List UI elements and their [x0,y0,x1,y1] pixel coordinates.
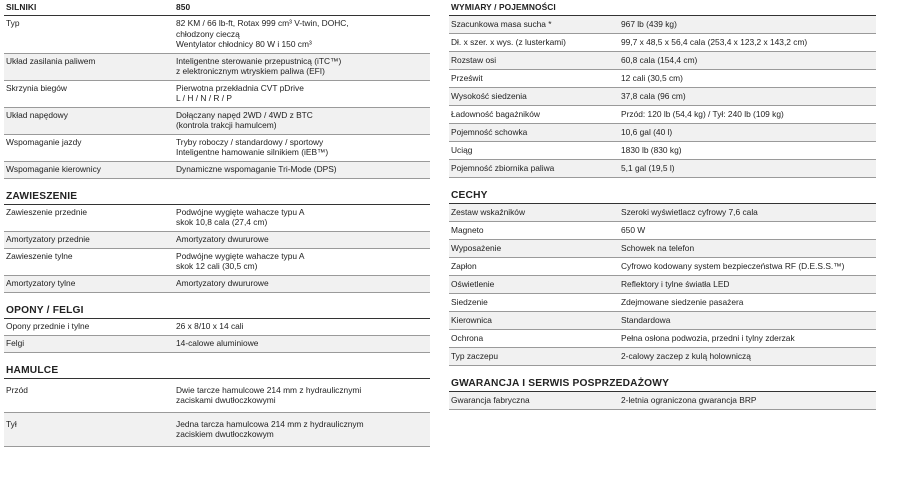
spec-row [4,162,430,179]
spec-value [619,73,683,84]
spec-value-line: Wentylator chłodnicy 80 W i 150 cm³ [176,39,312,49]
spec-row [4,135,430,162]
engine-header-title: SILNIKI [6,2,37,12]
spec-label: Rozstaw osi [451,55,497,65]
spec-label: Ładowność bagażników [451,109,540,119]
spec-value-line: zaciskami dwutłoczkowymi [176,395,276,405]
spec-label: Zawieszenie przednie [6,206,88,217]
spec-value [619,315,670,326]
spec-value-line: 37,8 cala (96 cm) [621,91,686,101]
spec-label: Oświetlenie [451,279,495,289]
spec-row [449,106,876,124]
spec-label: Typ [6,18,20,28]
spec-value-line: 2-calowy zaczep z kulą holowniczą [621,351,751,361]
features-title: CECHY [449,191,876,204]
spec-value [174,234,269,245]
warranty-title: GWARANCJA I SERWIS POSPRZEDAŻOWY [449,379,876,392]
spec-value-line: 14-calowe aluminiowe [176,337,259,348]
spec-label: Amortyzatory przednie [6,233,90,244]
spec-value [619,261,844,272]
spec-label: Dł. x szer. x wys. (z lusterkami) [451,37,566,47]
spec-row [4,108,430,135]
spec-value-line: 10,6 gal (40 l) [621,127,673,137]
spec-value-line: Tryby roboczy / standardowy / sportowy [176,136,324,147]
spec-value-line: 2-letnia ograniczona gwarancja BRP [621,395,757,405]
spec-label: Siedzenie [451,297,488,307]
warranty-table [449,392,876,410]
spec-value-line: 967 lb (439 kg) [621,19,677,29]
spec-row [4,276,430,293]
spec-value [619,55,697,66]
spec-label: Ochrona [451,333,484,343]
spec-label: Pojemność schowka [451,127,528,137]
spec-row [4,336,430,353]
spec-value [174,164,337,175]
spec-value-line: (kontrola trakcji hamulcem) [176,120,277,130]
spec-row [4,205,430,232]
spec-value [174,18,349,50]
spec-row [449,88,876,106]
spec-value-line: Amortyzatory dwururowe [176,233,269,244]
spec-value-line: Pełna osłona podwozia, przedni i tylny zderzak [621,333,795,343]
spec-value-line: Dynamiczne wspomaganie Tri-Mode (DPS) [176,163,337,174]
dimensions-table [449,16,876,178]
spec-value [619,351,751,362]
spec-value [619,243,694,254]
spec-value [174,251,305,272]
spec-value [619,163,675,174]
spec-value [174,321,244,332]
spec-label: Felgi [6,337,25,348]
spec-value-line: Reflektory i tylne światła LED [621,279,730,289]
spec-label: Wyposażenie [451,243,502,253]
engine-table [4,16,430,179]
spec-value-line: Podwójne wygięte wahacze typu A [176,206,305,217]
spec-value-line: 1830 lb (830 kg) [621,145,682,155]
spec-value-line: zaciskiem dwutłoczkowym [176,429,274,439]
spec-label: Zawieszenie tylne [6,250,73,261]
spec-row [449,124,876,142]
spec-value-line: L / H / N / R / P [176,93,232,103]
spec-row [449,160,876,178]
right-column [449,0,876,410]
spec-row [449,142,876,160]
spec-row [4,319,430,336]
spec-row [449,34,876,52]
spec-label: Kierownica [451,315,492,325]
spec-value [619,127,672,138]
spec-value-line: Inteligentne hamowanie silnikiem (iEB™) [176,147,329,157]
spec-label: Skrzynia biegów [6,82,67,93]
spec-value-line: 26 x 8/10 x 14 cali [176,320,244,331]
spec-label: Układ napędowy [6,109,68,120]
brakes-table [4,379,430,447]
spec-label: Szacunkowa masa sucha * [451,19,552,29]
spec-row [449,294,876,312]
spec-value-line: Cyfrowo kodowany system bezpieczeństwa RF (D.E.S.S.™) [621,261,845,271]
spec-row [4,54,430,81]
spec-row [449,240,876,258]
spec-value [619,109,784,120]
spec-value [174,110,313,131]
spec-value-line: 99,7 x 48,5 x 56,4 cala (253,4 x 123,2 x 143,2 cm) [621,37,808,47]
spec-row [4,249,430,276]
spec-value [174,278,269,289]
spec-label: Zestaw wskaźników [451,207,526,217]
brakes-title: HAMULCE [4,366,430,379]
spec-value [619,19,677,30]
spec-row [449,330,876,348]
spec-row [449,348,876,366]
spec-value [619,225,645,236]
spec-value-line: 60,8 cala (154,4 cm) [621,55,698,65]
suspension-title: ZAWIESZENIE [4,192,430,205]
engine-header-model: 850 [176,2,191,12]
spec-value [619,395,756,406]
spec-row [449,52,876,70]
spec-value-line: 5,1 gal (19,5 l) [621,163,675,173]
spec-row [4,81,430,108]
suspension-table [4,205,430,293]
spec-value-line: Szeroki wyświetlacz cyfrowy 7,6 cala [621,207,758,217]
spec-value [174,385,361,406]
spec-value-line: 650 W [621,225,646,235]
spec-label: Prześwit [451,73,483,83]
spec-value [174,338,258,349]
dimensions-header [449,0,876,16]
dimensions-header-title: WYMIARY / POJEMNOŚCI [451,2,556,12]
spec-row [4,379,430,413]
spec-row [449,222,876,240]
spec-value-line: Dołączany napęd 2WD / 4WD z BTC [176,109,313,120]
spec-label: Wspomaganie jazdy [6,136,82,147]
spec-label: Zapłon [451,261,477,271]
spec-row [449,392,876,410]
spec-value [174,207,305,228]
features-table [449,204,876,366]
spec-row [449,204,876,222]
spec-value-line: z elektronicznym wtryskiem paliwa (EFI) [176,66,325,76]
spec-value-line: Przód: 120 lb (54,4 kg) / Tył: 240 lb (109 kg) [621,109,784,119]
spec-label: Typ zaczepu [451,351,499,361]
spec-value-line: Pierwotna przekładnia CVT pDrive [176,82,304,93]
spec-value-line: Inteligentne sterowanie przepustnicą (iTC™) [176,55,342,66]
spec-value-line: Schowek na telefon [621,243,695,253]
tires-table [4,319,430,353]
spec-value [619,297,743,308]
spec-value [619,207,758,218]
spec-value-line: Zdejmowane siedzenie pasażera [621,297,744,307]
spec-label: Tył [6,418,17,429]
spec-value-line: Jedna tarcza hamulcowa 214 mm z hydraulicznym [176,418,364,429]
tires-title: OPONY / FELGI [4,306,430,319]
spec-value-line: Podwójne wygięte wahacze typu A [176,250,305,261]
spec-row [4,16,430,54]
spec-label: Magneto [451,225,484,235]
spec-row [449,276,876,294]
spec-value-line: chłodzony cieczą [176,28,240,39]
spec-value-line: skok 12 cali (30,5 cm) [176,261,258,271]
spec-label: Wysokość siedzenia [451,91,527,101]
spec-label: Amortyzatory tylne [6,277,76,288]
spec-label: Pojemność zbiornika paliwa [451,163,555,173]
spec-label: Układ zasilania paliwem [6,55,96,66]
spec-value [619,145,682,156]
spec-value-line: 12 cali (30,5 cm) [621,73,683,83]
spec-row [449,16,876,34]
spec-row [449,70,876,88]
spec-row [4,413,430,447]
spec-value-line: Standardowa [621,315,671,325]
spec-value [619,279,729,290]
left-column [4,0,430,447]
spec-value-line: skok 10,8 cala (27,4 cm) [176,217,268,227]
spec-value [619,37,807,48]
spec-label: Przód [6,384,28,395]
spec-label: Uciąg [451,145,473,155]
spec-row [4,232,430,249]
spec-value [174,83,304,104]
spec-value [619,333,795,344]
spec-value-line: Dwie tarcze hamulcowe 214 mm z hydraulicznymi [176,384,362,395]
spec-label: Gwarancja fabryczna [451,395,530,405]
spec-value [174,56,341,77]
spec-value-line: 82 KM / 66 lb-ft, Rotax 999 cm³ V-twin, DOHC, [176,18,349,28]
spec-value-line: Amortyzatory dwururowe [176,277,269,288]
spec-row [449,312,876,330]
spec-value [174,137,328,158]
spec-label: Wspomaganie kierownicy [6,163,101,174]
spec-label: Opony przednie i tylne [6,320,90,331]
engine-header [4,0,430,16]
spec-value [619,91,686,102]
spec-value [174,419,364,440]
spec-row [449,258,876,276]
